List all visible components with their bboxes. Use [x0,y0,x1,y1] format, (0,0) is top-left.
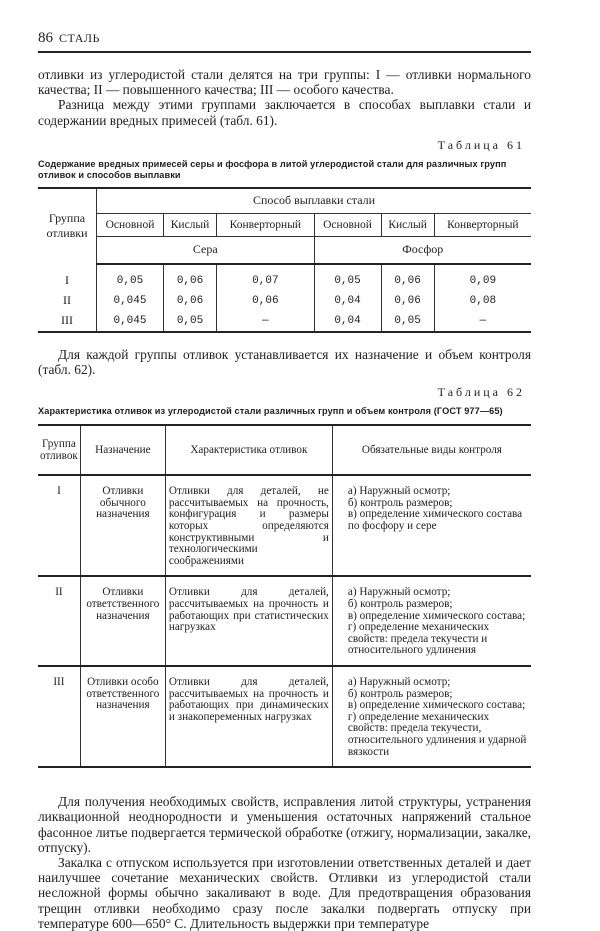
table-62 [38,424,531,768]
value-cell: 0,04 [314,311,381,332]
value-cell: — [479,314,487,327]
controls-cell [332,576,531,666]
method-col: Основной [97,213,164,236]
value-cell: 0,09 [469,274,497,287]
table-62-label: Таблица 62 [437,385,525,400]
control-item: а) Наружный осмотр; [347,675,451,688]
table-61-label: Таблица 61 [437,137,525,152]
method-col: Кислый [163,213,216,236]
value-cell: 0,04 [314,291,381,311]
table-row [38,666,531,767]
characteristic-cell: Отливки для деталей, рассчитываемых на прочность и работающих при статистических нагрузках [165,576,332,666]
characteristic-cell: Отливки для деталей, не рассчитываемых на прочность, конфигурация и размеры которых определяются конструктивными и технологическими соображениями [165,475,332,576]
page-number: 86 [38,30,53,46]
table-row [38,311,531,332]
element-header-phosphorus: Фосфор [314,236,531,264]
paragraph-5: Закалка с отпуском используется при изготовлении ответственных деталей и дает наилучшее сочетание механических свойств. Отливки из углеродистой стали несложной формы обычно закаливают в воде. Для предотвращения образования трещин отливки необходимо сразу после закалки подвергать отпуску при температуре 600—650° С. Длительность выдержки при температуре [38,854,531,931]
col-header-controls: Обязательные виды контроля [332,425,531,475]
purpose-cell: Отливки обычного назначения [80,475,165,576]
group-cell: III [38,311,97,332]
value-cell: 0,06 [163,264,216,291]
purpose-cell: Отливки особо ответственного назначения [80,666,165,767]
section-title: СТАЛЬ [59,31,100,45]
value-cell: 0,05 [381,311,434,332]
running-head [38,30,531,53]
control-item: г) определение механических свойств: предела текучести и относительного удлинения [347,621,490,657]
method-col: Кислый [381,213,434,236]
col-header-group: Группа отливок [38,425,80,475]
value-cell: 0,06 [163,291,216,311]
control-item: в) определение химического состава; [347,609,526,622]
method-col: Конверторный [434,213,531,236]
col-header-purpose: Назначение [80,425,165,475]
group-header: Группа отливки [38,188,97,264]
paragraph-3: Для каждой группы отливок устанавливается их назначение и объем контроля (табл. 62). [38,346,531,378]
table-row [38,576,531,666]
group-cell: I [38,475,80,576]
value-cell: 0,05 [163,311,216,332]
col-header-characteristic: Характеристика отливок [165,425,332,475]
group-cell: III [38,666,80,767]
table-row [38,475,531,576]
group-cell: II [38,291,97,311]
element-header-sulfur: Сера [97,236,315,264]
method-header: Способ выплавки стали [97,188,532,214]
paragraph-1: отливки из углеродистой стали делятся на три группы: I — отливки нормального качества; II — повышенного качества; III — особого качества. [38,67,531,98]
characteristic-cell: Отливки для деталей, рассчитываемых на прочность и работающих при динамических и знакопеременных нагрузках [165,666,332,767]
controls-cell [332,666,531,767]
control-item: а) Наружный осмотр; [347,586,451,599]
paragraph-2: Разница между этими группами заключается в способах выплавки стали и содержании вредных примесей (табл. 61). [38,97,531,128]
table-row [38,264,531,291]
value-cell: 0,06 [381,291,434,311]
group-cell: II [38,576,80,666]
table-61-caption: Содержание вредных примесей серы и фосфора в литой углеродистой стали для различных групп отливок и способов выплавки [38,158,507,180]
paragraph-4: Для получения необходимых свойств, исправления литой структуры, устранения ликвационной неоднородности и уменьшения остаточных напряжений стальное фасонное литье подвергается термической обработке (отжигу, нормализации, закалке, отпуску). [38,794,531,855]
controls-cell [332,475,531,576]
value-cell: 0,06 [217,291,314,311]
value-cell: 0,045 [97,291,164,311]
value-cell: 0,06 [381,264,434,291]
control-item: б) контроль размеров; [347,496,453,509]
table-row [38,291,531,311]
control-item: б) контроль размеров; [347,597,453,610]
group-cell: I [38,264,97,291]
table-61 [38,187,531,333]
control-item: б) контроль размеров; [347,687,453,700]
value-cell: 0,08 [469,294,497,307]
book-page [38,30,531,931]
value-cell: 0,05 [97,264,164,291]
method-col: Конверторный [217,213,314,236]
control-item: в) определение химического состава по фосфору и сере [347,508,523,532]
purpose-cell: Отливки ответственного назначения [80,576,165,666]
value-cell: — [217,311,314,332]
method-col: Основной [314,213,381,236]
control-item: в) определение химического состава; [347,699,526,712]
value-cell: 0,07 [217,264,314,291]
value-cell: 0,05 [314,264,381,291]
control-item: г) определение механических свойств: предела текучести, относительного удлинения и ударной вязкости [347,710,527,758]
table-62-caption: Характеристика отливок из углеродистой стали различных групп и объем контроля (ГОСТ 977—65) [38,406,503,417]
control-item: а) Наружный осмотр; [347,485,451,498]
value-cell: 0,045 [97,311,164,332]
